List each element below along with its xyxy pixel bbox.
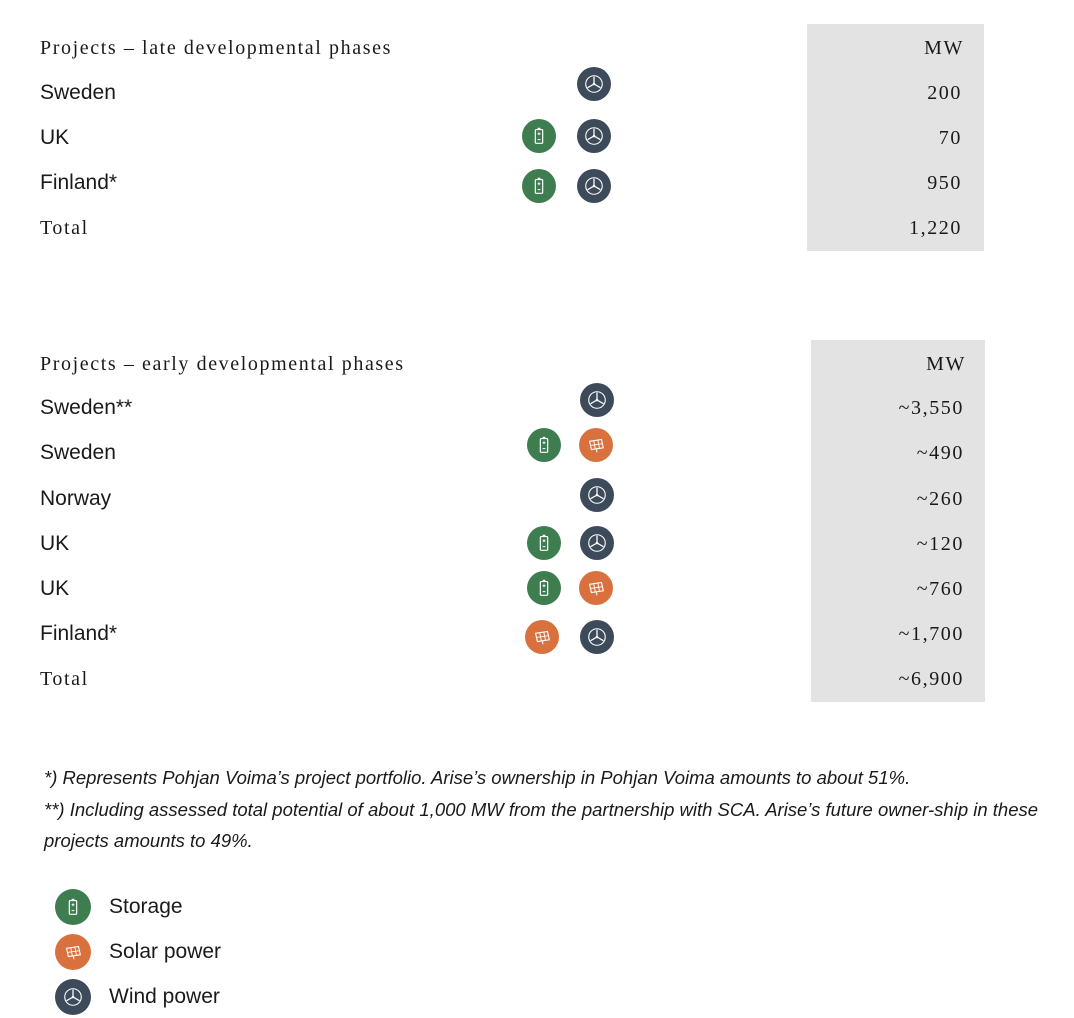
- wind-icon: [580, 620, 614, 654]
- late-heading-row: [0, 25, 1074, 71]
- storage-icon: [527, 428, 561, 462]
- legend-item-wind: [55, 979, 455, 1015]
- legend-label-solar: Solar power: [109, 940, 222, 963]
- table-row: [0, 160, 1074, 206]
- table-row: [0, 476, 1074, 522]
- storage-icon: [55, 889, 91, 925]
- mw-value: 200: [927, 82, 962, 104]
- mw-value: ~490: [916, 442, 964, 464]
- legend-label-storage: Storage: [109, 895, 183, 918]
- country-label: Finland*: [40, 622, 118, 645]
- country-label: Sweden**: [40, 396, 133, 419]
- total-label: Total: [40, 217, 89, 239]
- solar-icon: [579, 571, 613, 605]
- storage-icon: [527, 526, 561, 560]
- mw-value: 70: [938, 127, 962, 149]
- wind-icon: [577, 67, 611, 101]
- table-row: [0, 115, 1074, 161]
- legend-label-wind: Wind power: [109, 985, 220, 1008]
- country-label: Finland*: [40, 171, 118, 194]
- table-row: [0, 385, 1074, 431]
- early-unit: MW: [926, 353, 966, 375]
- storage-icon: [527, 571, 561, 605]
- wind-icon: [577, 119, 611, 153]
- mw-value: ~760: [916, 578, 964, 600]
- country-label: Sweden: [40, 441, 116, 464]
- total-label: Total: [40, 668, 89, 690]
- wind-icon: [580, 526, 614, 560]
- wind-icon: [55, 979, 91, 1015]
- storage-icon: [522, 119, 556, 153]
- table-row: [0, 521, 1074, 567]
- mw-value: 950: [927, 172, 962, 194]
- early-heading: Projects – early developmental phases: [40, 353, 405, 375]
- table-row: [0, 70, 1074, 116]
- country-label: UK: [40, 126, 70, 149]
- country-label: Sweden: [40, 81, 116, 104]
- wind-icon: [577, 169, 611, 203]
- table-row: [0, 430, 1074, 476]
- mw-value: ~120: [916, 533, 964, 555]
- footnotes: [44, 762, 1064, 857]
- early-heading-row: [0, 341, 1074, 387]
- solar-icon: [525, 620, 559, 654]
- country-label: UK: [40, 532, 70, 555]
- table-row: [0, 566, 1074, 612]
- solar-icon: [579, 428, 613, 462]
- late-unit: MW: [924, 37, 964, 59]
- mw-value: ~260: [916, 488, 964, 510]
- wind-icon: [580, 383, 614, 417]
- total-value: 1,220: [909, 217, 962, 239]
- solar-icon: [55, 934, 91, 970]
- country-label: UK: [40, 577, 70, 600]
- total-row: [0, 656, 1074, 702]
- total-value: ~6,900: [898, 668, 964, 690]
- country-label: Norway: [40, 487, 112, 510]
- storage-icon: [522, 169, 556, 203]
- mw-value: ~1,700: [898, 623, 964, 645]
- late-heading: Projects – late developmental phases: [40, 37, 392, 59]
- footnote-2: **) Including assessed total potential of about 1,000 MW from the partnership with SCA. Arise’s future owner-ship in these projects amounts to 49%.: [44, 798, 1039, 851]
- wind-icon: [580, 478, 614, 512]
- legend-item-storage: [55, 889, 455, 925]
- footnote-1: *) Represents Pohjan Voima’s project portfolio. Arise’s ownership in Pohjan Voima amounts to about 51%.: [44, 767, 911, 788]
- table-row: [0, 611, 1074, 657]
- mw-value: ~3,550: [898, 397, 964, 419]
- total-row: [0, 205, 1074, 251]
- legend-item-solar: [55, 934, 455, 970]
